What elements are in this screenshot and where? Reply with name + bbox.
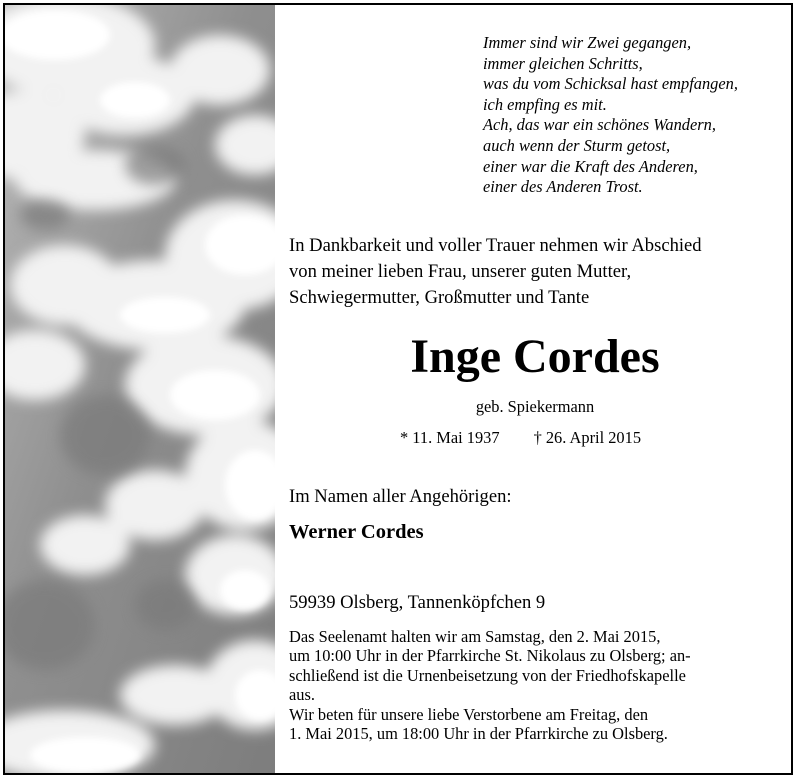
death-date: † 26. April 2015 — [533, 428, 642, 447]
intro-line: von meiner lieben Frau, unserer guten Mutter, — [289, 261, 632, 282]
deceased-name: Inge Cordes — [410, 330, 660, 383]
service-line: 1. Mai 2015, um 18:00 Uhr in der Pfarrkirche zu Olsberg. — [289, 724, 668, 744]
mourners-intro: Im Namen aller Angehörigen: — [289, 486, 512, 507]
birth-date: * 11. Mai 1937 — [400, 428, 500, 447]
poem — [483, 33, 738, 198]
service-line: um 10:00 Uhr in der Pfarrkirche St. Nikolaus zu Olsberg; an- — [289, 646, 691, 666]
birth-name: geb. Spiekermann — [475, 397, 595, 416]
service-line: Das Seelenamt halten wir am Samstag, den 2. Mai 2015, — [289, 627, 661, 646]
farewell-intro — [289, 233, 702, 311]
mourner-address: 59939 Olsberg, Tannenköpfchen 9 — [289, 592, 546, 613]
poem-line: Immer sind wir Zwei gegangen, — [483, 33, 692, 52]
life-dates — [400, 427, 641, 449]
obituary-notice — [3, 3, 793, 775]
poem-line: einer des Anderen Trost. — [483, 177, 643, 197]
poem-line: immer gleichen Schritts, — [483, 53, 643, 73]
poem-line: Ach, das war ein schönes Wandern, — [483, 115, 716, 135]
poem-line: auch wenn der Sturm getost, — [483, 135, 671, 155]
cloud-sky-image — [5, 5, 275, 773]
poem-line: was du vom Schicksal hast empfangen, — [483, 74, 738, 94]
poem-line: einer war die Kraft des Anderen, — [483, 156, 698, 176]
service-line: aus. — [289, 685, 315, 705]
mourner-name: Werner Cordes — [289, 521, 424, 543]
intro-line: Schwiegermutter, Großmutter und Tante — [289, 287, 590, 308]
poem-line: ich empfing es mit. — [483, 94, 607, 114]
service-line: Wir beten für unsere liebe Verstorbene am Freitag, den — [289, 704, 649, 724]
service-details — [289, 627, 769, 743]
service-line: schließend ist die Urnenbeisetzung von der Friedhofskapelle — [289, 665, 686, 685]
intro-line: In Dankbarkeit und voller Trauer nehmen wir Abschied — [289, 235, 702, 256]
